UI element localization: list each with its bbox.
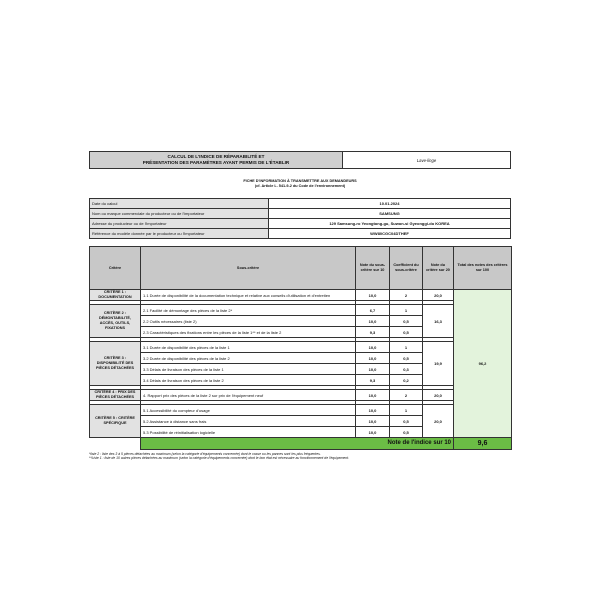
sub-criterion-label: 4. Rapport prix des pièces de la liste 2 sur prix de l'équipement neuf <box>141 390 356 401</box>
col-header-note-sous: Note du sous-critère sur 10 <box>356 247 390 290</box>
info-label: Référence du modèle donnée par le producteur ou l'importateur <box>90 229 269 239</box>
fiche-line-2: (cf. Article L. 541-9-2 du Code de l'environnement) <box>254 184 346 188</box>
final-score-value: 9,6 <box>454 438 512 450</box>
sub-criterion-coef: 2 <box>390 390 423 401</box>
product-type: Lave-linge <box>343 152 511 169</box>
info-table <box>89 198 511 239</box>
fiche-title <box>89 179 511 189</box>
criterion-2-name: CRITÈRE 2 : DÉMONTABILITÉ, ACCÈS, OUTILS, FIXATIONS <box>90 305 141 338</box>
sub-criterion-note: 9,3 <box>356 327 390 338</box>
criterion-1-name: CRITÈRE 1 : DOCUMENTATION <box>90 290 141 301</box>
sub-criterion-label: 3.1 Durée de disponibilité des pièces de la liste 1 <box>141 342 356 353</box>
criterion-2-score: 16,3 <box>423 305 454 338</box>
col-header-coef: Coefficient du sous-critère <box>390 247 423 290</box>
info-value: WW80CGC04DTHEF <box>269 229 511 239</box>
score-table-header <box>90 247 512 290</box>
table-row <box>90 305 512 316</box>
sub-criterion-note: 10,0 <box>356 390 390 401</box>
sub-criterion-label: 5.1 Accessibilité du compteur d'usage <box>141 405 356 416</box>
sub-criterion-label: 3.3 Délais de livraison des pièces de la liste 1 <box>141 364 356 375</box>
criterion-4-score: 20,0 <box>423 390 454 401</box>
sub-criterion-coef: 0,3 <box>390 364 423 375</box>
info-label: Nom ou marque commerciale du producteur ou de l'importateur <box>90 209 269 219</box>
info-label: Date du calcul <box>90 199 269 209</box>
sub-criterion-note: 10,0 <box>356 353 390 364</box>
col-header-note-critere: Note du critère sur 20 <box>423 247 454 290</box>
sub-criterion-label: 3.4 Délais de livraison des pièces de la liste 2 <box>141 375 356 386</box>
info-row-date <box>90 199 511 209</box>
fiche-line-1: FICHE D'INFORMATION À TRANSMETTRE AUX DEMANDEURS <box>243 179 357 183</box>
sub-criterion-note: 10,0 <box>356 416 390 427</box>
table-row <box>90 342 512 353</box>
table-row <box>90 405 512 416</box>
sub-criterion-note: 10,0 <box>356 405 390 416</box>
sheet-title <box>90 152 343 169</box>
criterion-3-name: CRITÈRE 3 : DISPONIBILITÉ DES PIÈCES DÉTACHÉES <box>90 342 141 386</box>
sub-criterion-note: 10,0 <box>356 342 390 353</box>
sub-criterion-note: 10,0 <box>356 290 390 301</box>
sub-criterion-note: 10,0 <box>356 316 390 327</box>
sub-criterion-label: 2.2 Outils nécessaires (liste 2) <box>141 316 356 327</box>
title-line-1: CALCUL DE L'INDICE DE RÉPARABILITÉ ET <box>167 154 265 159</box>
sub-criterion-coef: 0,5 <box>390 353 423 364</box>
criterion-4-name: CRITÈRE 4 : PRIX DES PIÈCES DÉTACHÉES <box>90 390 141 401</box>
sub-criterion-label: 5.2 Assistance à distance sans frais <box>141 416 356 427</box>
title-line-2: PRÉSENTATION DES PARAMÈTRES AYANT PERMIS DE L'ÉTABLIR <box>142 160 290 165</box>
sub-criterion-label: 2.3 Caractéristiques des fixations entre les pièces de la liste 1** et de la liste 2 <box>141 327 356 338</box>
sub-criterion-coef: 1 <box>390 405 423 416</box>
sub-criterion-coef: 2 <box>390 290 423 301</box>
criterion-1-score: 20,0 <box>423 290 454 301</box>
info-value: 129 Samsung-ro Yeongtong-gu, Suwon-si Gyeonggi-do KOREA <box>269 219 511 229</box>
score-table <box>89 246 512 450</box>
sub-criterion-label: 5.3 Possibilité de réinitialisation logicielle <box>141 427 356 438</box>
sub-criterion-note: 10,0 <box>356 364 390 375</box>
sub-criterion-label: 2.1 Facilité de démontage des pièces de la liste 2* <box>141 305 356 316</box>
sub-criterion-coef: 0,2 <box>390 375 423 386</box>
sub-criterion-note: 10,0 <box>356 427 390 438</box>
table-row <box>90 390 512 401</box>
header-table <box>89 151 511 169</box>
col-header-sous-critere: Sous-critère <box>141 247 356 290</box>
criterion-5-name: CRITÈRE 5 : CRITÈRE SPÉCIFIQUE <box>90 405 141 438</box>
col-header-critere: Critère <box>90 247 141 290</box>
info-row-address <box>90 219 511 229</box>
footnote-2: **Liste 1 : liste de 10 autres pièces détachées au maximum (selon la catégorie d'équipements concernée) dont le bon état est nécessaire au fonctionnement de l'équipement. <box>89 456 350 461</box>
repairability-sheet <box>89 151 511 461</box>
footnote-1: *liste 2 : liste des 3 à 5 pièces détachées au maximum (selon la catégorie d'équipements concernée) dont le casse ou les pannes sont les plus fréquentes. <box>89 452 321 456</box>
info-value: 10.01.2024 <box>269 199 511 209</box>
total-score: 96,2 <box>454 290 512 438</box>
sub-criterion-note: 9,3 <box>356 375 390 386</box>
col-header-total: Total des notes des critères sur 100 <box>454 247 512 290</box>
info-label: Adresse du producteur ou de l'importateur <box>90 219 269 229</box>
sub-criterion-label: 1.1 Durée de disponibilité de la documentation technique et relative aux conseils d'utilisation et d'entretien <box>141 290 356 301</box>
table-row <box>90 290 512 301</box>
info-row-brand <box>90 209 511 219</box>
sub-criterion-coef: 1 <box>390 342 423 353</box>
sub-criterion-coef: 1 <box>390 305 423 316</box>
info-row-reference <box>90 229 511 239</box>
sub-criterion-coef: 0,5 <box>390 416 423 427</box>
footnotes <box>89 452 511 461</box>
final-score-row <box>90 438 512 450</box>
info-value: SAMSUNG <box>269 209 511 219</box>
sub-criterion-label: 3.2 Durée de disponibilité des pièces de la liste 2 <box>141 353 356 364</box>
sub-criterion-note: 6,7 <box>356 305 390 316</box>
sub-criterion-coef: 0,5 <box>390 427 423 438</box>
sub-criterion-coef: 0,5 <box>390 327 423 338</box>
final-score-label: Note de l'indice sur 10 <box>141 438 454 450</box>
sub-criterion-coef: 0,5 <box>390 316 423 327</box>
criterion-5-score: 20,0 <box>423 405 454 438</box>
criterion-3-score: 19,9 <box>423 342 454 386</box>
